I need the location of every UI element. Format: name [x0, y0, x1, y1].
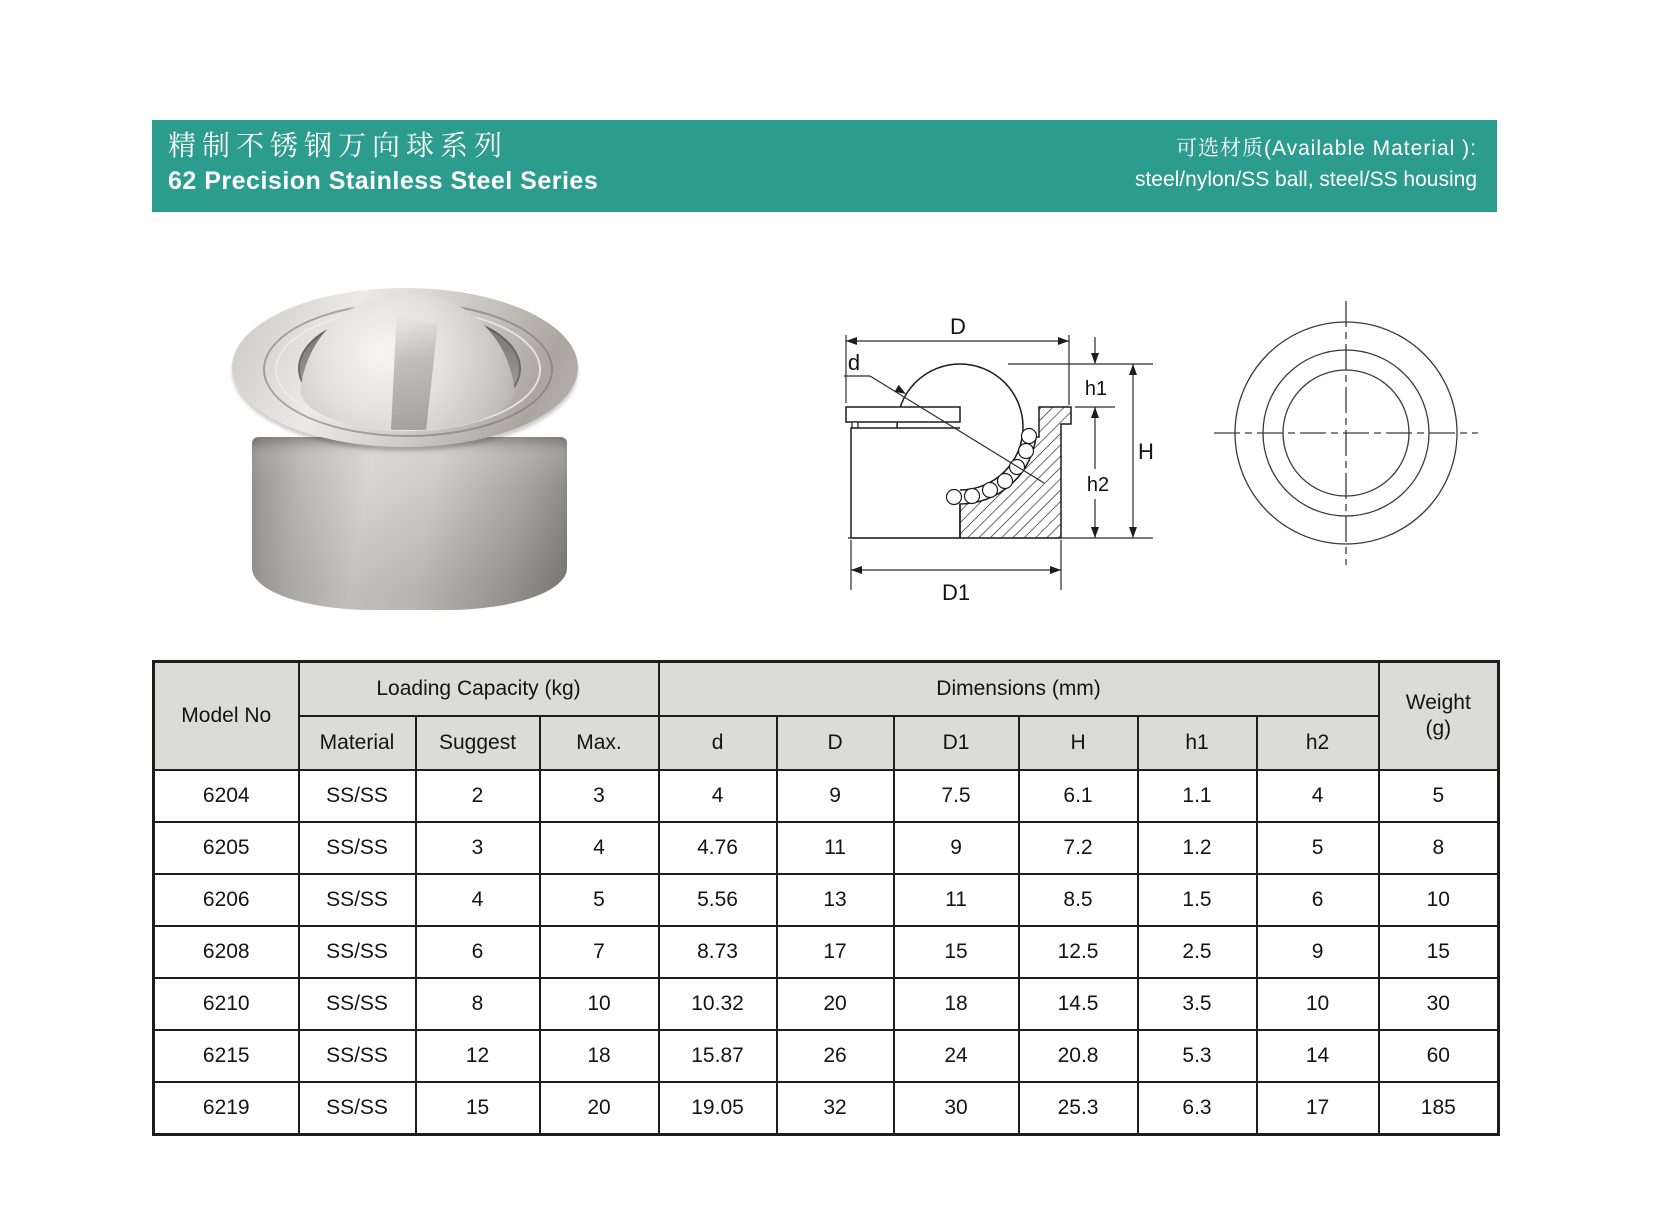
cell-weight: 15: [1379, 926, 1499, 978]
label-D: D: [950, 314, 966, 339]
photo-housing-body: [252, 437, 567, 610]
table-row: [154, 770, 1499, 822]
cell-h1: 5.3: [1138, 1030, 1257, 1082]
cell-suggest: 8: [416, 978, 540, 1030]
drawing-plate-step: [852, 422, 858, 428]
cell-D: 32: [777, 1082, 894, 1135]
cell-suggest: 12: [416, 1030, 540, 1082]
cell-weight: 60: [1379, 1030, 1499, 1082]
header-weight-unit: (g): [1425, 717, 1452, 740]
label-H: H: [1138, 439, 1154, 464]
cell-D: 20: [777, 978, 894, 1030]
cell-h2: 14: [1257, 1030, 1379, 1082]
cell-H: 8.5: [1019, 874, 1138, 926]
cell-material: SS/SS: [299, 874, 416, 926]
subheader-h2: h2: [1257, 716, 1379, 770]
series-title-chinese: 精制不锈钢万向球系列: [168, 129, 509, 162]
table-row: [154, 822, 1499, 874]
cell-H: 12.5: [1019, 926, 1138, 978]
cell-max: 4: [540, 822, 659, 874]
table-row: [154, 1082, 1499, 1135]
cell-d: 4.76: [659, 822, 777, 874]
series-title-english: 62 Precision Stainless Steel Series: [168, 167, 599, 195]
label-h2: h2: [1086, 474, 1110, 496]
subheader-max: Max.: [540, 716, 659, 770]
cell-D1: 11: [894, 874, 1019, 926]
cell-weight: 185: [1379, 1082, 1499, 1135]
cell-d: 4: [659, 770, 777, 822]
cell-max: 3: [540, 770, 659, 822]
cell-h2: 6: [1257, 874, 1379, 926]
cell-material: SS/SS: [299, 1030, 416, 1082]
cell-suggest: 4: [416, 874, 540, 926]
cell-h2: 10: [1257, 978, 1379, 1030]
cell-H: 6.1: [1019, 770, 1138, 822]
cell-material: SS/SS: [299, 770, 416, 822]
label-h1: h1: [1084, 378, 1108, 400]
cell-max: 7: [540, 926, 659, 978]
cell-D: 26: [777, 1030, 894, 1082]
header-banner: [152, 120, 1497, 212]
header-dimensions: Dimensions (mm): [659, 662, 1379, 717]
available-material-value: steel/nylon/SS ball, steel/SS housing: [1134, 168, 1477, 191]
cell-D: 13: [777, 874, 894, 926]
cell-D: 11: [777, 822, 894, 874]
subheader-suggest: Suggest: [416, 716, 540, 770]
cell-max: 18: [540, 1030, 659, 1082]
cell-suggest: 15: [416, 1082, 540, 1135]
cell-suggest: 6: [416, 926, 540, 978]
cell-d: 8.73: [659, 926, 777, 978]
cell-D1: 30: [894, 1082, 1019, 1135]
cell-max: 5: [540, 874, 659, 926]
header-material-info: [1135, 120, 1497, 212]
cell-h2: 9: [1257, 926, 1379, 978]
cell-material: SS/SS: [299, 978, 416, 1030]
cell-h2: 17: [1257, 1082, 1379, 1135]
cell-weight: 10: [1379, 874, 1499, 926]
subheader-D1: D1: [894, 716, 1019, 770]
cell-model: 6208: [154, 926, 299, 978]
table-row: [154, 926, 1499, 978]
cell-h1: 1.1: [1138, 770, 1257, 822]
top-view-drawing: [1208, 298, 1486, 570]
drawing-flange-plate: [846, 407, 960, 422]
table-row: [154, 1030, 1499, 1082]
cell-H: 7.2: [1019, 822, 1138, 874]
cell-model: 6205: [154, 822, 299, 874]
cell-D1: 9: [894, 822, 1019, 874]
spec-table: [152, 660, 1500, 1136]
cell-model: 6219: [154, 1082, 299, 1135]
cell-D1: 15: [894, 926, 1019, 978]
cell-h1: 2.5: [1138, 926, 1257, 978]
cell-d: 19.05: [659, 1082, 777, 1135]
cell-H: 25.3: [1019, 1082, 1138, 1135]
table-row: [154, 874, 1499, 926]
subheader-material: Material: [299, 716, 416, 770]
cell-model: 6206: [154, 874, 299, 926]
subheader-h1: h1: [1138, 716, 1257, 770]
cell-weight: 8: [1379, 822, 1499, 874]
cell-h2: 4: [1257, 770, 1379, 822]
cell-h1: 1.2: [1138, 822, 1257, 874]
cell-material: SS/SS: [299, 1082, 416, 1135]
cell-H: 14.5: [1019, 978, 1138, 1030]
cell-h1: 3.5: [1138, 978, 1257, 1030]
cell-D1: 18: [894, 978, 1019, 1030]
cell-d: 5.56: [659, 874, 777, 926]
cell-suggest: 3: [416, 822, 540, 874]
cell-material: SS/SS: [299, 926, 416, 978]
subheader-D: D: [777, 716, 894, 770]
cell-H: 20.8: [1019, 1030, 1138, 1082]
cell-h1: 6.3: [1138, 1082, 1257, 1135]
product-photo: [205, 258, 600, 613]
subheader-d: d: [659, 716, 777, 770]
drawing-housing-body: [851, 428, 960, 538]
available-material-label: 可选材质(Available Material ):: [1175, 137, 1477, 160]
cell-max: 10: [540, 978, 659, 1030]
table-row: [154, 978, 1499, 1030]
label-D1: D1: [941, 580, 971, 605]
cell-D1: 7.5: [894, 770, 1019, 822]
cross-section-drawing: [788, 287, 1163, 612]
cell-h2: 5: [1257, 822, 1379, 874]
header-weight: [1379, 662, 1499, 771]
cell-D: 9: [777, 770, 894, 822]
cell-suggest: 2: [416, 770, 540, 822]
cell-model: 6204: [154, 770, 299, 822]
cell-D1: 24: [894, 1030, 1019, 1082]
cell-model: 6215: [154, 1030, 299, 1082]
header-weight-word: Weight: [1405, 691, 1471, 714]
cell-weight: 5: [1379, 770, 1499, 822]
cell-weight: 30: [1379, 978, 1499, 1030]
cell-max: 20: [540, 1082, 659, 1135]
cell-d: 10.32: [659, 978, 777, 1030]
cell-h1: 1.5: [1138, 874, 1257, 926]
cell-material: SS/SS: [299, 822, 416, 874]
cell-model: 6210: [154, 978, 299, 1030]
photo-ball-clip: [300, 293, 515, 430]
subheader-H: H: [1019, 716, 1138, 770]
cell-d: 15.87: [659, 1030, 777, 1082]
cell-D: 17: [777, 926, 894, 978]
header-loading-capacity: Loading Capacity (kg): [299, 662, 659, 717]
label-d: d: [847, 350, 861, 375]
header-model-no: Model No: [154, 662, 299, 771]
header-titles: [152, 120, 598, 212]
